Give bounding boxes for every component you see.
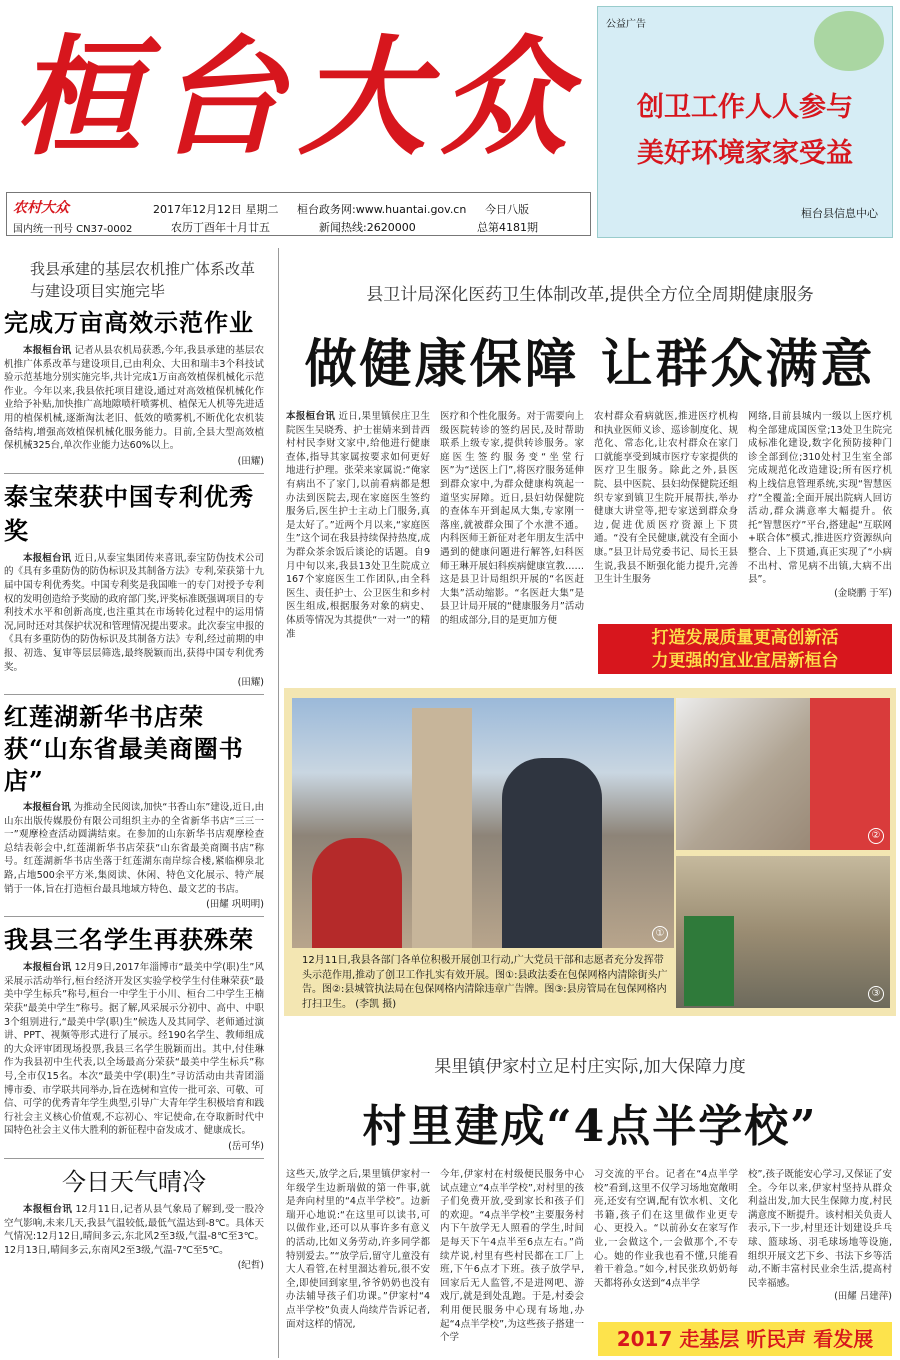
red-sign-shape	[810, 698, 890, 850]
tree-decoration-icon	[814, 11, 884, 71]
s4-byline: (岳可华)	[228, 1140, 264, 1152]
s1-title: 完成万亩高效示范作业	[4, 308, 254, 337]
second-byline: (田耀 吕建萍)	[834, 1291, 892, 1303]
s1-lead: 本报桓台讯	[23, 345, 72, 356]
bottom-banner: 2017 走基层 听民声 看发展	[598, 1322, 892, 1356]
column-divider	[278, 248, 279, 1358]
second-col-3: 习交流的平台。记者在“4点半学校”看到,这里不仅学习场地宽敞明亮,还安有空调,配有饮水机、文化书籍,孩子们在这里做作业更专心、更投入。“以前孙女在家写作业,一会做这个,一会做那个,不专心。她的作业我也看不懂,只能看着干着急。”如今,村民张玖奶奶每天都将孙女送到“4点半学	[594, 1169, 738, 1289]
photo-2	[676, 698, 890, 850]
lead-kicker: 县卫计局深化医药卫生体制改革,提供全方位全周期健康服务	[366, 285, 814, 305]
s5-byline: (纪哲)	[237, 1260, 264, 1272]
s4-title: 我县三名学生再获殊荣	[4, 925, 254, 955]
s2-body	[4, 552, 264, 674]
cn-number: 国内统一刊号 CN37-0002	[13, 224, 133, 235]
s1-byline: (田耀)	[237, 455, 264, 467]
second-col-4-text: 校”,孩子既能安心学习,又保证了安全。今年以来,伊家村坚持从群众利益出发,加大民生保障力度,村民满意度不断提升。该村相关负责人表示,下一步,村里还计划建设乒乓球、篮球场、羽毛球场地等设施,组织开展文艺下乡、书法下乡等活动,不断丰富村民业余生活,提高村民幸福感。	[748, 1169, 892, 1289]
s2-title: 泰宝荣获中国专利优秀奖	[4, 481, 254, 545]
lead-col-1	[286, 410, 430, 640]
issue-date: 2017年12月12日 星期二	[153, 203, 279, 216]
official-figure	[502, 758, 602, 948]
hotline: 新闻热线:2620000	[319, 221, 416, 234]
pole-shape	[412, 708, 472, 948]
photo-caption-text: 12月11日,我县各部门各单位积极开展创卫行动,广大党员干部和志愿者充分发挥带头示范作用,推动了创卫工作扎实有效开展。图①:县政法委在包保网格内清除街头广告。图②:县城管执法局在包保网格内清除违章广告牌。图③:县房管局在包保网格内打扫卫生。	[302, 955, 668, 1010]
second-title: 村里建成“4点半学校”	[362, 1101, 818, 1152]
second-col-4	[748, 1168, 892, 1320]
s2-text: 近日,从泰宝集团传来喜讯,泰宝防伪技术公司的《具有多重防伪的防伪标识及其制备方法》专利,荣获第十九届中国专利优秀奖。中国专利奖是我国唯一的专门对授予专利权的发明创造给予奖励的政府部门奖,评奖标准既强调项目的专利技术水平和创新高度,也注重其在市场转化过程中的运用情况,同时还对其保护状况和管理情况提出要求。此次泰宝申报的《具有多重防伪的防伪标识及其制备方法》专利,经过前期的申报、初选、复审等层层筛选,最终脱颖而出,获得中国专利优秀奖。	[4, 552, 264, 673]
ad-org: 桓台县信息中心	[801, 207, 878, 220]
lunar-date: 农历丁酉年十月廿五	[171, 221, 270, 234]
photo-3	[676, 856, 890, 1008]
lead-col-2: 医疗和个性化服务。对于需要向上级医院转诊的签约居民,及时帮助联系上级专家,提供转诊服务。家庭医生签约服务变“坐堂行医”为“送医上门”,将医疗服务延伸到群众家中,为群众健康构筑起一道坚实屏障。近日,县妇幼保健院的查体车开到起凤大集,专家刚一落座,就被群众围了个水泄不通。内科医师王新征对老年朋友生活中遇到的健康问题进行解答,妇科医师王琳开展妇科疾病健康宣教……这是县卫计局组织开展的“名医赶大集”活动缩影。“名医赶大集”是县卫计局开展的“健康服务月”活动的组成部分,目的是更加方便	[440, 411, 584, 626]
masthead-title: 桓台大众	[14, 23, 583, 173]
photo-caption	[302, 954, 672, 1012]
photo-panel	[284, 688, 896, 1016]
issue-number: 总第4181期	[477, 221, 538, 234]
s5-body	[4, 1203, 264, 1257]
trash-bin-shape	[684, 916, 734, 1006]
masthead-infobar	[6, 192, 591, 236]
edition: 今日八版	[485, 203, 529, 216]
s4-lead: 本报桓台讯	[23, 962, 72, 974]
photo-byline: (李凯 摄)	[355, 998, 397, 1010]
sidebar-news	[0, 248, 272, 1271]
s5-lead: 本报桓台讯	[23, 1203, 73, 1215]
ad-label: 公益广告	[606, 19, 646, 30]
s3-body	[4, 801, 264, 896]
photo-number-1: ①	[652, 926, 668, 942]
s5-text: 12月11日,记者从县气象局了解到,受一股冷空气影响,未来几天,我县气温较低,最低气温达到-8℃。具体天气情况:12月12日,晴间多云,东北风2至3级,气温-8℃至3℃。12月13日,晴间多云,东南风2至3级,气温-7℃至5℃。	[4, 1203, 264, 1256]
photo-1	[292, 698, 674, 948]
lead-col-1-text: 近日,果里镇侯庄卫生院医生吴晓秀、护士崔婧来到昔西村村民李财文家中,给他进行健康查体,指导其家属按要求如何更好地进行护理。张荣来家属说:“俺家有病出不了家门,以前看病都是想办法到医院去,现在家庭医生签约服务后,医生护士主动上门服务,真是太好了。”近两个月以来,“家庭医生”这个词在我县持续保持热度,成为群众茶余饭后谈论的话题。自9月中旬以来,我县13处卫生院成立167个家庭医生工作团队,由全科医生、责任护士、公卫医生和乡村医生组成,根据服务对象的病史、体质等情况为其提供“一对一”的精准	[286, 411, 430, 640]
s3-text: 为推动全民阅读,加快“书香山东”建设,近日,由山东出版传媒股份有限公司组织主办的全省新华书店“三三一一”观摩检查活动圆满结束。在参加的山东新华书店观摩检查总结表彰会中,红莲湖新华书店荣获“山东省最美商圈书店”称号。红莲湖新华书店坐落于红莲湖东南岸综合楼,紧临柳泉北路,占地500余平方米,集阅读、休闲、特色文化展示、特产展销于一体,旨在打造桓台最具地域方特色、最文艺的书店。	[4, 802, 264, 895]
s3-byline: (田耀 巩明明)	[206, 899, 264, 911]
public-service-ad	[597, 6, 893, 238]
s1-kicker: 我县承建的基层农机推广体系改革与建设项目实施完毕	[30, 260, 256, 300]
volunteer-figure	[312, 838, 402, 948]
photo-number-3: ③	[868, 986, 884, 1002]
s1-body	[4, 344, 264, 453]
website-link[interactable]: 桓台政务网:www.huantai.gov.cn	[297, 203, 467, 216]
lead-byline: (金晓鹏 于军)	[834, 587, 892, 599]
promo-line-2: 力更强的宜业宜居新桓台	[651, 651, 839, 671]
photo-number-2: ②	[868, 828, 884, 844]
s4-text: 12月9日,2017年淄博市“最美中学(职)生”风采展示活动举行,桓台经济开发区实验学校学生付佳琳荣获“最美中学生标兵”称号,桓台一中学生于小川、桓台二中学生王楠荣获“最美中学生”称号。据了解,风采展示分初中、高中、中职3个组别进行,“最美中学(职)生”候选人及其同学、老师通过演讲、PPT、视频等形式进行了展示。经190名学生、教师组成的大众评审团现场投票,我县三名学生脱颖而出。其中,付佳琳作为我县初中生代表,以全场最高分荣获“最美中学生标兵”称号,全市仅15名。本次“最美中学(职)生”寻访活动由共青团淄博市委、市学联共同举办,旨在选树和宣传一批可亲、可敬、可信、可学的优秀青年学生典型,引导广大青年学生积极培育和践行社会主义核心价值观,不忘初心、牢记使命,在夺取新时代中国特色社会主义伟大胜利的新征程中奋发成才、健康成长。	[4, 962, 264, 1137]
ad-line-1: 创卫工作人人参与	[637, 92, 853, 123]
second-kicker: 果里镇伊家村立足村庄实际,加大保障力度	[434, 1057, 746, 1077]
lead-col-4	[748, 410, 892, 620]
promo-banner	[598, 624, 892, 674]
second-col-1: 这些天,放学之后,果里镇伊家村一年级学生边新瑞做的第一件事,就是奔向村里的“4点半学校”。边新瑞开心地说:“在这里可以读书,可以做作业,还可以从事许多有意义的活动,比如义务劳动,许多同学都特别爱去。”“放学后,留守儿童没有大人看管,在村里溜达着玩,很不安全,即使回到家里,爷爷奶奶也没有办法辅导孩子们功课。”伊家村“4点半学校”负责人尚续芹告诉记者,面对这样的情况,	[286, 1169, 430, 1330]
ad-line-2: 美好环境家家受益	[637, 138, 853, 169]
lead-col-4-text: 网络,目前县城内一级以上医疗机构全部建成国医堂;13处卫生院完成标准化建设,数字化预防接种门诊全部到位;310处村卫生室全部完成规范化改造建设;所有医疗机构上线信息管理系统,实现“智慧医疗”全覆盖;全面开展出院病人回访活动,群众满意率大幅提升。依托“智慧医疗”平台,搭建起“互联网+联合体”模式,推进医疗资源纵向整合、上下贯通,真正实现了“小病不出村、常见病不出镇,大病不出县”。	[748, 411, 892, 586]
brand-logo: 农村大众	[13, 200, 69, 216]
s3-lead: 本报桓台讯	[23, 802, 71, 814]
lead-col-3: 农村群众看病就医,推进医疗机构和执业医师义诊、巡诊制度化、规范化、常态化,让农村群众在家门口就能享受到城市医疗专家提供的医疗卫生服务。除此之外,县医院、县中医院、县妇幼保健院还组织专家到镇卫生院开展帮扶,举办健康大讲堂等,把专家送到群众身边,促进优质医疗资源上下贯通。“没有全民健康,就没有全面小康。”县卫计局党委书记、局长王县生说,我县不断强化能力提升,完善卫生计生服务	[594, 411, 738, 586]
s1-text: 记者从县农机局获悉,今年,我县承建的基层农机推广体系改革与建设项目,已由利众、大田和瑞丰3个科技试验示范基地分别实施完毕,共计完成1万亩高效植保机械化示范作业。今年以来,我县依托项目建设,通过对高效植保机械化作业给予补贴,加快推广高地隙喷杆喷雾机、植保无人机等先进适用的植保机械,逐渐淘汰老旧、低效的喷雾机,不断优化农机装备结构,增强高效植保机械化服务能力。目前,全县大型高效植保机械325台,单次作业能力达60%以上。	[4, 345, 264, 452]
promo-line-1: 打造发展质量更高创新活	[651, 628, 839, 648]
s3-title: 红莲湖新华书店荣获“山东省最美商圈书店”	[4, 702, 244, 796]
s5-title: 今日天气晴冷	[62, 1167, 206, 1196]
lead-lead: 本报桓台讯	[286, 411, 336, 422]
lead-title: 做健康保障 让群众满意	[304, 334, 876, 395]
s2-byline: (田耀)	[237, 677, 264, 689]
s4-body	[4, 961, 264, 1138]
second-col-2: 今年,伊家村在村级便民服务中心试点建立“4点半学校”,对村里的孩子们免费开放,受到家长和孩子们的欢迎。“4点半学校”主要服务村内下午放学无人照看的学生,时间是每天下午4点半至6点左右。”尚续芹说,村里有些村民都在工厂上班,下午6点才下班。孩子放学早,回家后无人监管,不是进网吧、游戏厅,就是到处乱跑。于是,村委会利用便民服务中心现有场地,办起“4点半学校”,为这些孩子搭建一个学	[440, 1169, 584, 1344]
s2-lead: 本报桓台讯	[23, 552, 72, 564]
